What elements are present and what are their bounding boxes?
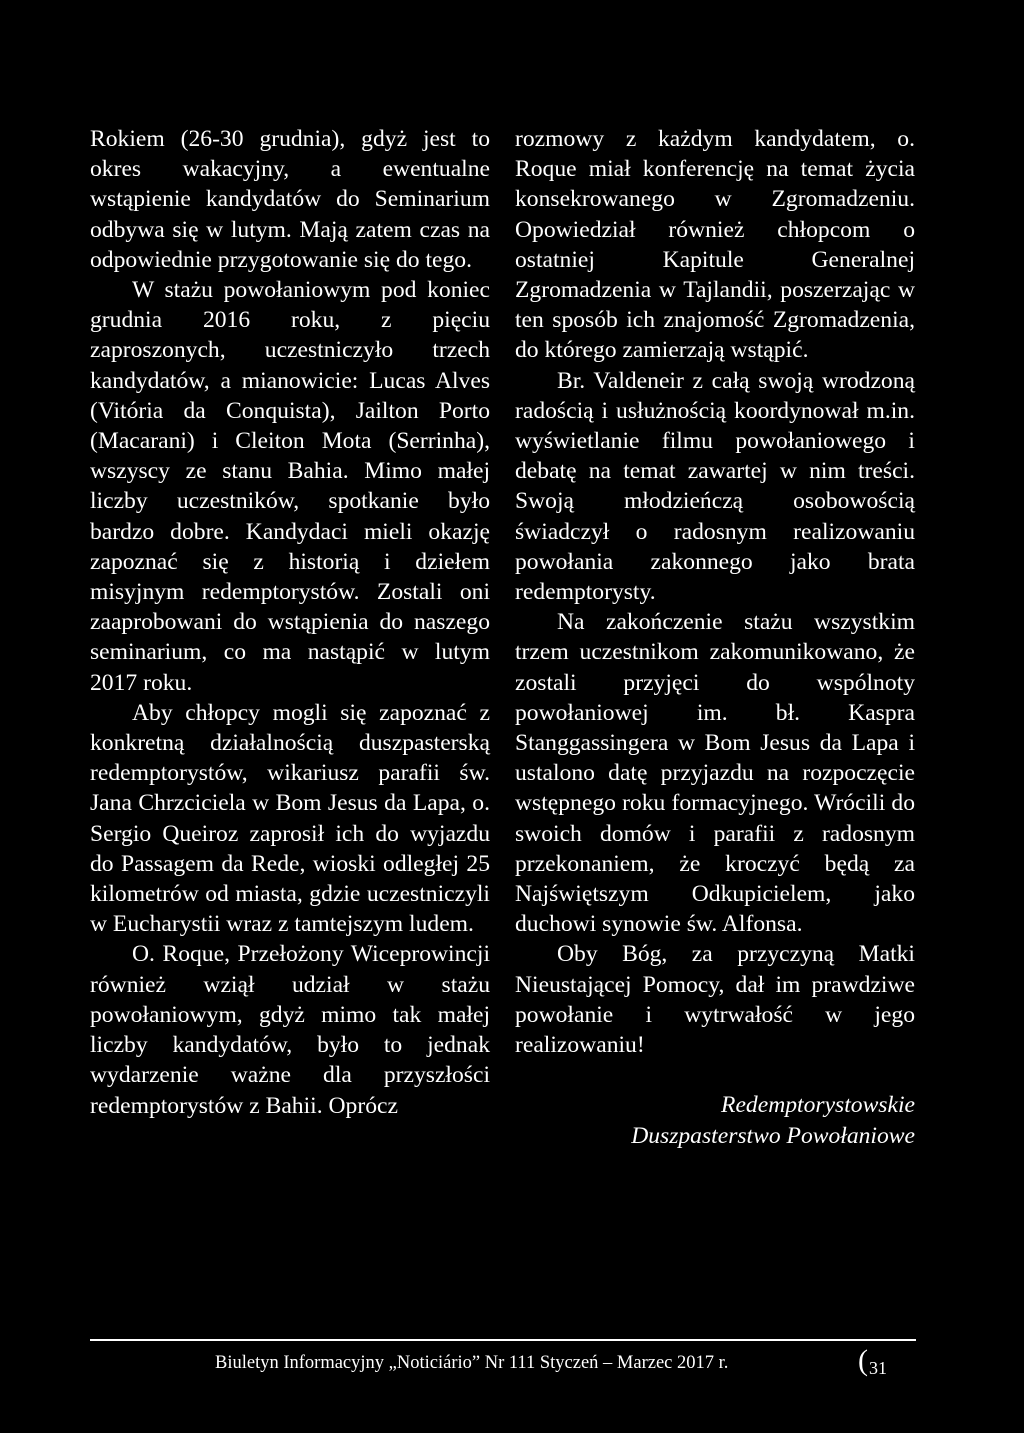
left-column (90, 124, 490, 1121)
paragraph: Na zakończenie stażu wszystkim trzem uczestnikom zakomunikowano, że zostali przyjęci do wspólnoty powołaniowej im. bł. Kaspra Stanggassingera w Bom Jesus da Lapa i ustalono datę przyjazdu na rozpoczęcie wstępnego roku formacyjnego. Wrócili do swoich domów i parafii z radosnym przekonaniem, że kroczyć będą za Najświętszym Odkupicielem, jako duchowi synowie św. Alfonsa. (515, 609, 915, 938)
footer-divider (90, 1339, 916, 1341)
paragraph: Oby Bóg, za przyczyną Matki Nieustającej Pomocy, dał im prawdziwe powołanie i wytrwałość w jego realizowaniu! (515, 941, 915, 1059)
paragraph: O. Roque, Przełożony Wiceprowincji również wziął udział w stażu powołaniowym, gdyż mimo tak małej liczby kandydatów, było to jednak wydarzenie ważne dla przyszłości redemptorystów z Bahii. Oprócz (90, 941, 490, 1119)
paragraph: W stażu powołaniowym pod koniec grudnia 2016 roku, z pięciu zaproszonych, uczestniczyło trzech kandydatów, a mianowicie: Lucas Alves (Vitória da Conquista), Jailton Porto (Macarani) i Cleiton Mota (Serrinha), wszyscy ze stanu Bahia. Mimo małej liczby uczestników, spotkanie było bardzo dobre. Kandydaci mieli okazję zapoznać się z historią i dziełem misyjnym redemptorystów. Zostali oni zaaprobowani do wstąpienia do naszego seminarium, co ma nastąpić w lutym 2017 roku. (90, 277, 490, 696)
paragraph: Aby chłopcy mogli się zapoznać z konkretną działalnością duszpasterską redemptorystów, wikariusz parafii św. Jana Chrzciciela w Bom Jesus da Lapa, o. Sergio Queiroz zaprosił ich do wyjazdu do Passagem da Rede, wioski odległej 25 kilometrów od miasta, gdzie uczestniczyli w Eucharystii wraz z tamtejszym ludem. (90, 699, 490, 938)
signature (515, 1090, 915, 1150)
signature-line: Duszpasterstwo Powołaniowe (631, 1122, 915, 1149)
footer-text: Biuletyn Informacyjny „Noticiário” Nr 111 Styczeń – Marzec 2017 r. (215, 1353, 729, 1373)
signature-line: Redemptorystowskie (721, 1092, 915, 1119)
right-column (515, 124, 915, 1151)
page-number (858, 1346, 887, 1382)
paragraph: rozmowy z każdym kandydatem, o. Roque miał konferencję na temat życia konsekrowanego w Zgromadzeniu. Opowiedział również chłopcom o ostatniej Kapitule Generalnej Zgromadzenia w Tajlandii, poszerzając w ten sposób ich znajomość Zgromadzenia, do którego zamierzają wstąpić. (515, 126, 915, 364)
page-number-bracket: ( (858, 1344, 868, 1377)
paragraph: Br. Valdeneir z całą swoją wrodzoną radością i usłużnością koordynował m.in. wyświetlanie filmu powołaniowego i debatę na temat zawartej w nim treści. Swoją młodzieńczą osobowością świadczył o radosnym realizowaniu powołania zakonnego jako brata redemptorysty. (515, 367, 915, 606)
paragraph: Rokiem (26-30 grudnia), gdyż jest to okres wakacyjny, a ewentualne wstąpienie kandydatów do Seminarium odbywa się w lutym. Mają zatem czas na odpowiednie przygotowanie się do tego. (90, 126, 490, 273)
page-number-value: 31 (869, 1358, 887, 1378)
